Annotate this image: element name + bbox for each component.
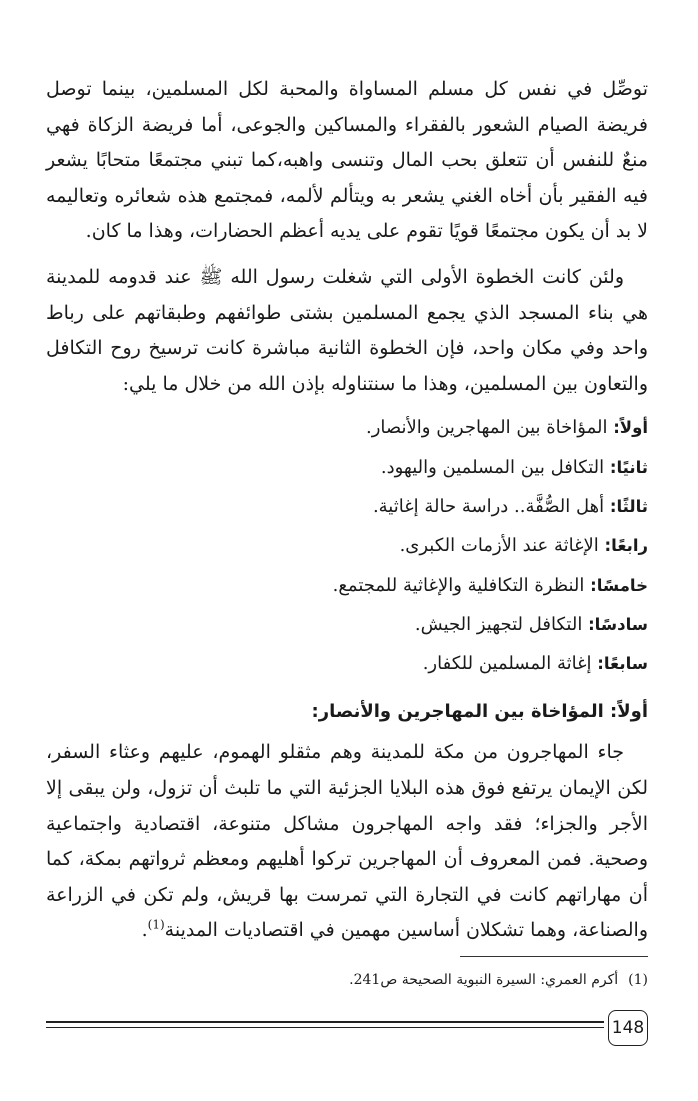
section-heading: أولاً: المؤاخاة بين المهاجرين والأنصار: <box>311 701 648 723</box>
section-body-end: . <box>141 919 148 942</box>
list-item <box>46 408 648 447</box>
list-item <box>46 448 648 487</box>
footnote-number: (1) <box>628 972 648 988</box>
list-item-label: سادسًا: <box>588 614 648 634</box>
list-item <box>46 487 648 526</box>
footnote-reference[interactable]: (1) <box>147 918 165 933</box>
page-bottom-rule <box>46 1021 604 1028</box>
list-item-label: رابعًا: <box>604 536 648 556</box>
list-item-text: التكافل بين المسلمين واليهود. <box>380 456 610 478</box>
footnote <box>46 969 648 991</box>
list-item <box>46 566 648 605</box>
list-item-label: ثانيًا: <box>609 457 648 477</box>
footnote-text: أكرم العمري: السيرة النبوية الصحيحة ص241. <box>349 972 619 988</box>
section-body <box>46 735 648 949</box>
list-item-text: المؤاخاة بين المهاجرين والأنصار. <box>366 417 614 439</box>
list-item-label: ثالثًا: <box>609 496 648 516</box>
footnote-divider <box>460 956 648 957</box>
list-item-text: النظرة التكافلية والإغاثية للمجتمع. <box>332 574 591 596</box>
list-item <box>46 526 648 565</box>
list-item-text: التكافل لتجهيز الجيش. <box>414 613 589 635</box>
page-content <box>46 72 648 988</box>
list-item-text: أهل الصُّفَّة.. دراسة حالة إغاثية. <box>372 495 610 517</box>
list-item <box>46 605 648 644</box>
page-number: 148 <box>608 1010 648 1046</box>
list-item <box>46 644 648 683</box>
list-item-label: خامسًا: <box>590 575 648 595</box>
list-item-label: أولاً: <box>613 418 648 438</box>
list-item-text: الإغاثة عند الأزمات الكبرى. <box>399 535 605 557</box>
list-item-text: إغاثة المسلمين للكفار. <box>422 653 598 675</box>
section-body-text: جاء المهاجرون من مكة للمدينة وهم مثقلو الهموم، عليهم وعثاء السفر، لكن الإيمان يرتفع فوق هذه البلايا الجزئية التي ما تلبث أن تزول، ولن يبقى إلا الأجر والجزاء؛ فقد واجه المهاجرون مشاكل متنوعة، اقتصادية واجتماعية وصحية. فمن المعروف أن المهاجرين تركوا أهليهم ومعظم ثرواتهم بمكة، كما أن مهاراتهم كانت في التجارة التي تمرست بها قريش، ولم تكن في الزراعة والصناعة، وهما تشكلان أساسين مهمين في اقتصاديات المدينة <box>46 741 648 942</box>
paragraph-intro: توصِّل في نفس كل مسلم المساواة والمحبة لكل المسلمين، بينما توصل فريضة الصيام الشعور بالفقراء والمساكين والجوعى، أما فريضة الزكاة فهي منعٌ للنفس أن تتعلق بحب المال وتنسى واهبه،كما تبني مجتمعًا متحابًا يشعر فيه الفقير بأن أخاه الغني يشعر به ويتألم لألمه، فمجتمع هذه شعائره وتعاليمه لا بد أن يكون مجتمعًا قويًا تقوم على يديه أعظم الحضارات، وهذا ما كان. <box>46 78 648 243</box>
paragraph-second: ولئن كانت الخطوة الأولى التي شغلت رسول الله ﷺ عند قدومه للمدينة هي بناء المسجد الذي يجمع المسلمين بشتى طوائفهم وطبقاتهم على رباط واحد وفي مكان واحد، فإن الخطوة الثانية مباشرة كانت ترسيخ روح التكافل والتعاون بين المسلمين، وهذا ما سنتناوله بإذن الله من خلال ما يلي: <box>46 265 648 395</box>
list-item-label: سابعًا: <box>597 654 648 674</box>
topics-list <box>46 408 648 683</box>
